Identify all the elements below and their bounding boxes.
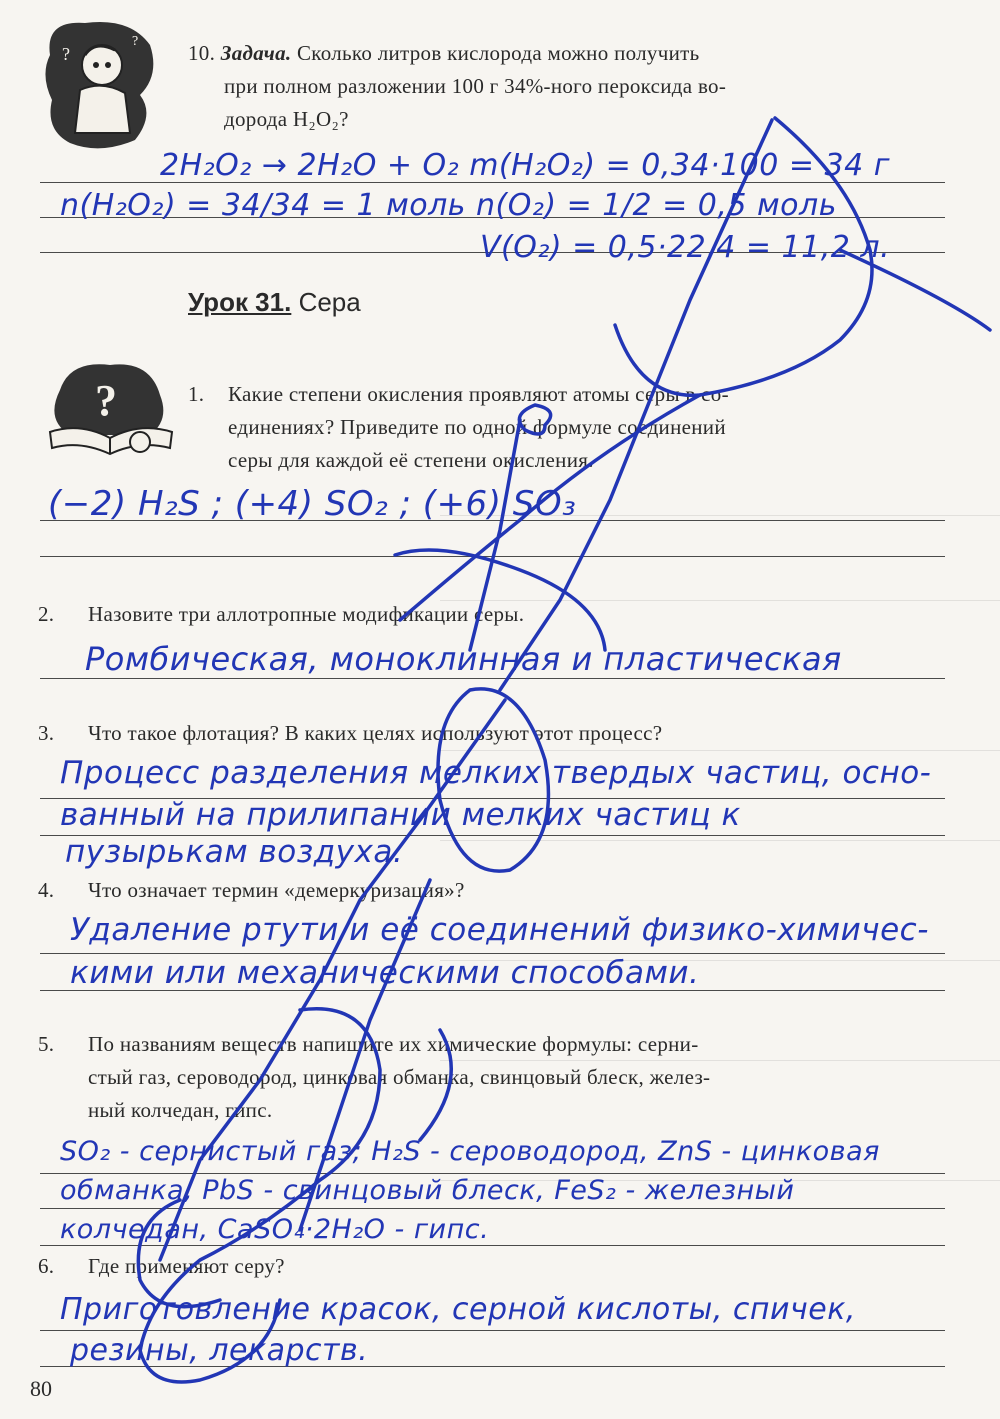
question-3-answer-line-3: пузырькам воздуха. bbox=[65, 834, 404, 870]
question-book-icon bbox=[40, 360, 180, 460]
question-5-answer-line-3: колчедан, CaSO₄·2H₂O - гипс. bbox=[60, 1214, 490, 1245]
question-1-line-1: Какие степени окисления проявляют атомы серы в со- bbox=[228, 382, 729, 406]
question-6-line-1: Где применяют серу? bbox=[88, 1254, 285, 1278]
question-4-line-1: Что означает термин «демеркуризация»? bbox=[88, 878, 465, 902]
question-6-answer-line-1: Приготовление красок, серной кислоты, спичек, bbox=[60, 1292, 856, 1327]
lesson-topic: Сера bbox=[298, 287, 361, 317]
ruled-line bbox=[40, 953, 945, 954]
thinking-student-icon bbox=[40, 15, 165, 155]
question-6 bbox=[38, 1250, 948, 1283]
question-5-line-3: ный колчедан, гипс. bbox=[88, 1098, 273, 1122]
question-1-answer: (−2) H₂S ; (+4) SO₂ ; (+6) SO₃ bbox=[48, 484, 577, 524]
question-4-answer-line-2: кими или механическими способами. bbox=[70, 955, 700, 991]
task10-text bbox=[188, 37, 958, 136]
svg-text:?: ? bbox=[62, 44, 70, 64]
question-3-answer-line-2: ванный на прилипании мелких частиц к bbox=[60, 797, 741, 833]
ruled-line bbox=[40, 1330, 945, 1331]
ruled-line bbox=[40, 1208, 945, 1209]
question-3 bbox=[38, 717, 948, 750]
ruled-line bbox=[40, 556, 945, 557]
question-6-answer-line-2: резины, лекарств. bbox=[70, 1333, 369, 1368]
question-1-line-3: серы для каждой её степени окисления. bbox=[228, 448, 594, 472]
task10-answer-line-2: n(H₂O₂) = 34/34 = 1 моль n(O₂) = 1/2 = 0,5 моль bbox=[60, 188, 837, 223]
question-1-line-2: единениях? Приведите по одной формуле соединений bbox=[228, 415, 726, 439]
question-5-line-2: стый газ, сероводород, цинковая обманка, свинцовый блеск, желез- bbox=[88, 1065, 711, 1089]
question-5-answer-line-1: SO₂ - сернистый газ; H₂S - сероводород, ZnS - цинковая bbox=[60, 1136, 880, 1167]
task10-label: Задача. bbox=[220, 41, 292, 65]
task10-line-3: дорода H₂O₂? bbox=[224, 107, 349, 131]
question-5-answer-line-2: обманка, PbS - свинцовый блеск, FeS₂ - железный bbox=[60, 1175, 795, 1206]
question-2-line-1: Назовите три аллотропные модификации серы. bbox=[88, 602, 525, 626]
svg-text:?: ? bbox=[132, 34, 139, 49]
svg-text:?: ? bbox=[95, 376, 117, 425]
question-4 bbox=[38, 874, 948, 907]
lesson-title: Урок 31. bbox=[188, 287, 292, 317]
question-4-number: 4. bbox=[38, 878, 55, 902]
question-3-line-1: Что такое флотация? В каких целях используют этот процесс? bbox=[88, 721, 663, 745]
question-3-answer-line-1: Процесс разделения мелких твердых частиц, осно- bbox=[60, 755, 932, 791]
page-number: 80 bbox=[30, 1376, 52, 1401]
ruled-line bbox=[40, 1245, 945, 1246]
question-2 bbox=[38, 598, 948, 631]
ruled-line bbox=[40, 678, 945, 679]
question-5-line-1: По названиям веществ напишите их химические формулы: серни- bbox=[88, 1032, 699, 1056]
question-4-answer-line-1: Удаление ртути и её соединений физико-химичес- bbox=[70, 912, 929, 948]
task10-line-1: Сколько литров кислорода можно получить bbox=[296, 41, 700, 65]
question-3-number: 3. bbox=[38, 721, 55, 745]
question-2-answer: Ромбическая, моноклинная и пластическая bbox=[85, 640, 842, 678]
lesson-heading bbox=[188, 287, 361, 318]
question-5 bbox=[38, 1028, 958, 1127]
ruled-line bbox=[40, 1173, 945, 1174]
question-1-number: 1. bbox=[188, 382, 205, 406]
question-1 bbox=[188, 378, 948, 477]
task10-number: 10. bbox=[188, 41, 216, 65]
task10-line-2: при полном разложении 100 г 34%-ного пероксида во- bbox=[224, 74, 727, 98]
question-2-number: 2. bbox=[38, 602, 55, 626]
question-6-number: 6. bbox=[38, 1254, 55, 1278]
task10-answer-line-3: V(O₂) = 0,5·22,4 = 11,2 л. bbox=[480, 230, 891, 265]
task10-answer-line-1: 2H₂O₂ → 2H₂O + O₂ m(H₂O₂) = 0,34·100 = 34 г bbox=[160, 148, 891, 183]
question-5-number: 5. bbox=[38, 1032, 55, 1056]
